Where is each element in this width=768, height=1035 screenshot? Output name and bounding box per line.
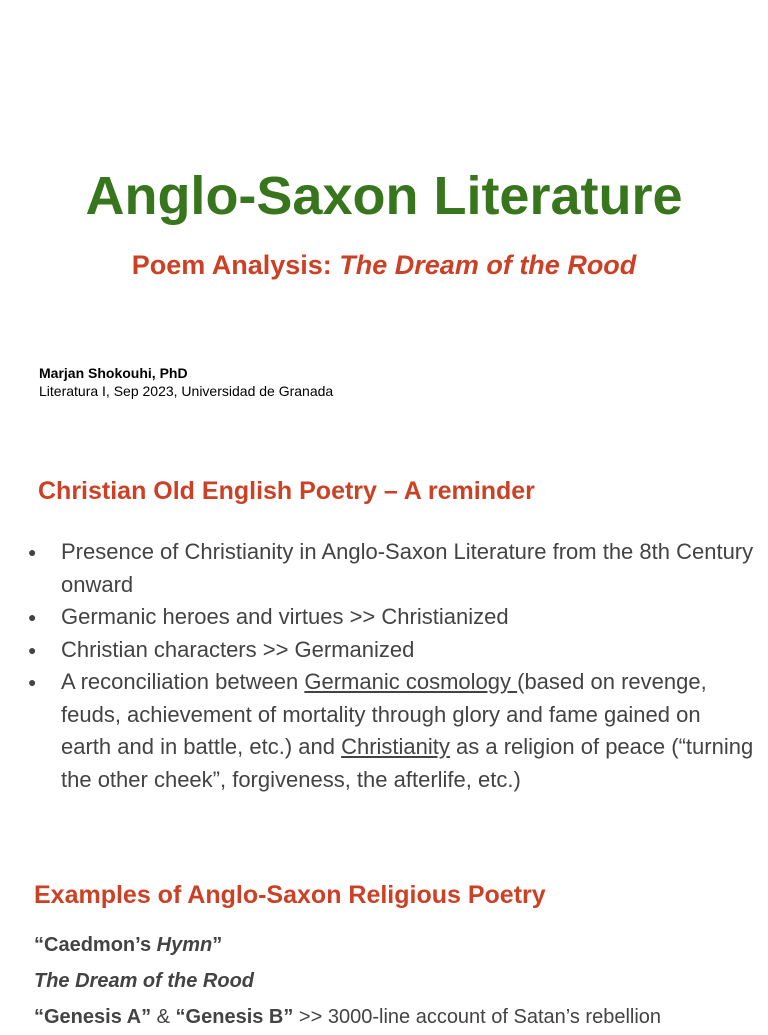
page-title: Anglo-Saxon Literature	[85, 166, 683, 226]
example-title-genesis-b: “Genesis B”	[175, 1006, 294, 1028]
bullet-text-mid: (based on revenge, feuds, achievement of mortality through glory and fame gained on earth and in battle, etc.) and	[61, 669, 707, 759]
example-item	[34, 963, 754, 999]
subtitle-prefix: Poem Analysis:	[131, 250, 340, 280]
bullet-item	[26, 666, 756, 796]
bullet-dot-icon: ●	[28, 674, 37, 690]
example-title-open: “Caedmon’s	[34, 934, 157, 956]
bullet-item	[26, 634, 756, 667]
section-heading-reminder: Christian Old English Poetry – A reminder	[38, 477, 535, 505]
bullet-dot-icon: ●	[28, 609, 37, 625]
bullet-text: Christian characters >> Germanized	[61, 636, 415, 662]
examples-list	[34, 927, 754, 1035]
bullet-dot-icon: ●	[28, 641, 37, 658]
example-title-italic: Hymn	[156, 934, 213, 956]
underlined-term-germanic-cosmology: Germanic cosmology	[304, 669, 518, 694]
author-affiliation: Literatura I, Sep 2023, Universidad de Granada	[39, 383, 334, 399]
bullet-text-pre: A reconciliation between	[61, 669, 305, 694]
bullet-item	[26, 536, 756, 601]
example-title-genesis-a: “Genesis A”	[34, 1006, 152, 1028]
subtitle-work-title: The Dream of the Rood	[339, 250, 637, 280]
underlined-term-christianity: Christianity	[341, 734, 450, 759]
bullet-text: Presence of Christianity in Anglo-Saxon Literature from the 8th Century onward	[61, 539, 754, 597]
example-ampersand: &	[151, 1006, 176, 1028]
example-item	[34, 927, 754, 963]
section-heading-examples: Examples of Anglo-Saxon Religious Poetry	[34, 881, 546, 909]
author-block	[39, 364, 333, 400]
bullet-dot-icon: ●	[28, 544, 37, 560]
example-title-close: ”	[212, 934, 223, 956]
example-title-italic: The Dream of the Rood	[34, 970, 255, 992]
page-subtitle	[0, 248, 768, 282]
bullet-item	[26, 601, 756, 634]
reminder-bullet-list	[26, 536, 756, 796]
example-item	[34, 999, 754, 1035]
bullet-text-post: as a religion of peace (“turning the other cheek”, forgiveness, the afterlife, etc.)	[61, 734, 754, 792]
bullet-text: Germanic heroes and virtues >> Christianized	[61, 604, 509, 629]
author-name: Marjan Shokouhi, PhD	[39, 365, 188, 381]
example-description: >> 3000-line account of Satan’s rebellion	[293, 1006, 662, 1028]
